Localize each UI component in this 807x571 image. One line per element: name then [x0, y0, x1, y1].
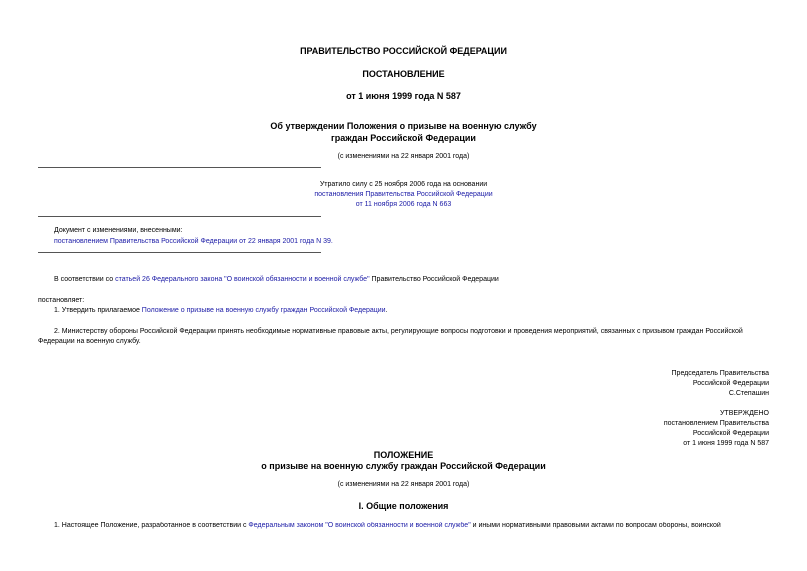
amendments-label: Документ с изменениями, внесенными:	[54, 227, 183, 234]
regulation-changes-note: (с изменениями на 22 января 2001 года)	[337, 481, 470, 488]
paragraph-1-prefix: 1. Настоящее Положение, разработанное в соответствии с	[54, 522, 249, 529]
regulation-title: ПОЛОЖЕНИЕ	[373, 450, 434, 460]
document-date: от 1 июня 1999 года N 587	[346, 91, 461, 101]
signature-org: Российской Федерации	[692, 380, 769, 387]
federal-law-link[interactable]: Федеральным законом "О воинской обязанности и военной службе"	[248, 522, 471, 529]
regulation-paragraph-1	[54, 522, 768, 529]
amendments-link[interactable]: постановлением Правительства Российской Федерации от 22 января 2001 года N 39.	[54, 238, 333, 245]
section-title: I. Общие положения	[358, 501, 449, 511]
expired-notice: Утратило силу с 25 ноября 2006 года на основании	[319, 181, 488, 188]
separator-rule	[38, 252, 321, 253]
paragraph-1-suffix: и иными нормативными правовыми актами по вопросам обороны, воинской	[470, 522, 721, 529]
preamble-suffix: Правительство Российской Федерации	[369, 276, 499, 283]
document-title-line1: Об утверждении Положения о призыве на военную службу	[270, 121, 537, 131]
decrees-word: постановляет:	[38, 297, 85, 304]
item-2-line1: 2. Министерству обороны Российской Федерации принять необходимые нормативные правовые акты, регулирующие вопросы подготовки и проведения мероприятий, связанных с призывом граждан Российской	[54, 328, 743, 335]
regulation-link[interactable]: Положение о призыве на военную службу граждан Российской Федерации	[141, 307, 386, 314]
signature-name: С.Степашин	[728, 390, 769, 397]
expired-decree-link-line2[interactable]: от 11 ноября 2006 года N 663	[355, 201, 452, 208]
separator-rule	[38, 167, 321, 168]
changes-note: (с изменениями на 22 января 2001 года)	[337, 153, 470, 160]
approved-date: от 1 июня 1999 года N 587	[683, 440, 769, 447]
document-title-line2: граждан Российской Федерации	[331, 133, 476, 143]
document-type: ПОСТАНОВЛЕНИЕ	[362, 69, 445, 79]
approved-by: постановлением Правительства	[663, 420, 769, 427]
item-1	[54, 307, 388, 314]
approved-label: УТВЕРЖДЕНО	[719, 410, 769, 417]
regulation-subtitle: о призыве на военную службу граждан Российской Федерации	[261, 461, 546, 471]
item-2-line2: Федерации на военную службу.	[38, 338, 141, 345]
preamble-prefix: В соответствии со	[54, 276, 116, 283]
government-heading: ПРАВИТЕЛЬСТВО РОССИЙСКОЙ ФЕДЕРАЦИИ	[300, 46, 507, 56]
preamble-paragraph	[54, 276, 499, 283]
signature-title: Председатель Правительства	[671, 370, 769, 377]
item-1-prefix: 1. Утвердить прилагаемое	[54, 307, 142, 314]
expired-decree-link-line1[interactable]: постановления Правительства Российской Федерации	[314, 191, 493, 198]
separator-rule	[38, 216, 321, 217]
law-article-link[interactable]: статьей 26 Федерального закона "О воинской обязанности и военной службе"	[115, 276, 370, 283]
approved-org: Российской Федерации	[692, 430, 769, 437]
item-1-suffix: .	[385, 307, 388, 314]
